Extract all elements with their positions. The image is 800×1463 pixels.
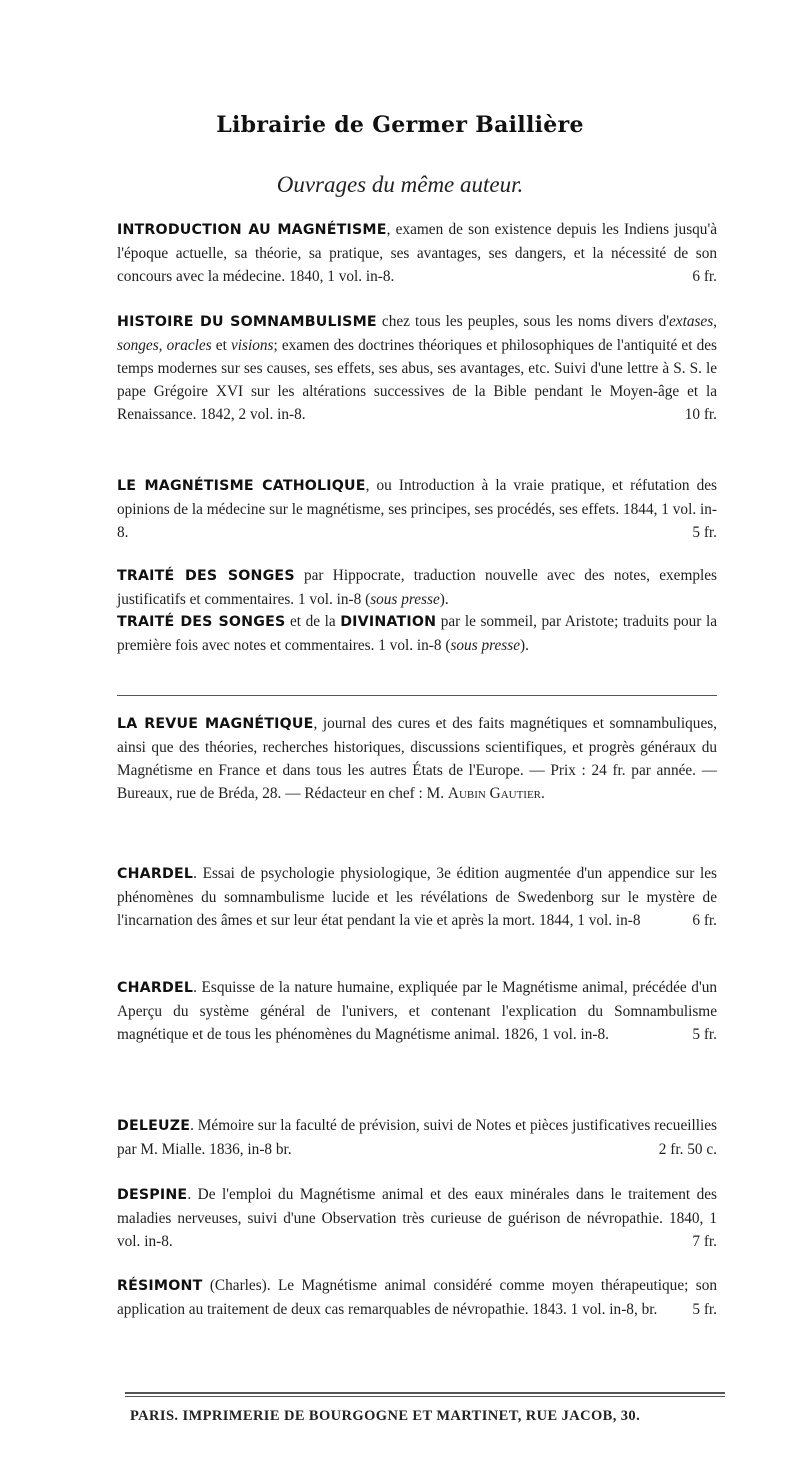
section-divider (117, 695, 717, 696)
entry-title: RÉSIMONT (117, 1278, 203, 1294)
catalogue-entry (117, 474, 717, 544)
entry-price: 6 fr. (692, 912, 717, 929)
catalogue-entry (117, 712, 717, 805)
entry-text-italic: sous presse (450, 637, 520, 654)
entry-text: et de la (285, 613, 341, 630)
entry-price: 10 fr. (684, 406, 717, 423)
entry-text: . Mémoire sur la faculté de prévision, suivi de Notes et pièces justificatives recueillies par M. Mialle. 1836, in-8 br. (117, 1117, 717, 1158)
catalogue-entry (117, 310, 717, 426)
entry-text-italic: visions (230, 337, 274, 354)
entry-author: Aubin Gautier (447, 785, 542, 802)
entry-text: . De l'emploi du Magnétisme animal et des eaux minérales dans le traitement des maladies nerveuses, suivi d'une Observation très curieuse de guérison de névropathie. 1840, 1 vol. in-8. (117, 1186, 717, 1250)
entry-price: 2 fr. 50 c. (658, 1141, 717, 1158)
entry-text-italic: sous presse (370, 591, 440, 608)
entry-title: DELEUZE (117, 1118, 191, 1134)
catalogue-entry (117, 1114, 717, 1161)
entry-title: TRAITÉ DES SONGES (117, 568, 295, 584)
entry-text: chez tous les peuples, sous les noms divers d' (376, 313, 669, 330)
footer-rule (125, 1396, 725, 1397)
entry-price: 7 fr. (692, 1233, 717, 1250)
publisher-header: Librairie de Germer Baillière (216, 112, 584, 138)
entry-title: DESPINE (117, 1187, 188, 1203)
entry-text: . Esquisse de la nature humaine, expliquée par le Magnétisme animal, précédée d'un Aperçu du système général de l'univers, et contenant l'explication du Somnambulisme magnétique et de tous les phénomènes du Magnétisme animal. 1826, 1 vol. in-8. (117, 979, 717, 1043)
entry-text: ). (520, 637, 529, 654)
printer-imprint: PARIS. IMPRIMERIE DE BOURGOGNE ET MARTINET, RUE JACOB, 30. (130, 1408, 641, 1424)
entry-text: , examen de son existence depuis les Indiens jusqu'à l'époque actuelle, sa théorie, sa pratique, ses avantages, ses dangers, et la nécessité de son concours avec la médecine. 1840, 1 vol. in-8. (117, 221, 717, 285)
footer-rule (125, 1392, 725, 1394)
entry-price: 6 fr. (692, 268, 717, 285)
catalogue-entry (117, 862, 717, 932)
entry-title: HISTOIRE DU SOMNAMBULISME (117, 314, 377, 330)
catalogue-entry (117, 1274, 717, 1321)
entry-text: , ou Introduction à la vraie pratique, et réfutation des opinions de la médecine sur le magnétisme, ses principes, ses procédés, ses effets. 1844, 1 vol. in-8. (117, 477, 717, 541)
catalogue-entry (117, 1183, 717, 1253)
entry-text: ). (439, 591, 449, 608)
entry-text: . (541, 785, 545, 802)
entry-title: LA REVUE MAGNÉTIQUE (117, 716, 314, 732)
entry-title: TRAITÉ DES SONGES (117, 614, 286, 630)
entry-title: CHARDEL (117, 866, 194, 882)
entry-text: et (211, 337, 231, 354)
section-subtitle: Ouvrages du même auteur. (276, 172, 524, 197)
catalogue-entry (117, 218, 717, 288)
entry-title: INTRODUCTION AU MAGNÉTISME (117, 222, 387, 238)
entry-title: LE MAGNÉTISME CATHOLIQUE (117, 478, 366, 494)
entry-title: DIVINATION (340, 614, 437, 630)
entry-text: (Charles). Le Magnétisme animal considéré comme moyen thérapeutique; son application au traitement de deux cas remarquables de névropathie. 1843. 1 vol. in-8, br. (117, 1277, 717, 1318)
entry-price: 5 fr. (692, 1026, 717, 1043)
entry-text: . Essai de psychologie physiologique, 3e édition augmentée d'un appendice sur les phénomènes du somnambulisme lucide et les révélations de Swedenborg sur le mystère de l'incarnation des âmes et sur leur état pendant la vie et après la mort. 1844, 1 vol. in-8 (117, 865, 717, 929)
catalogue-entry (117, 976, 717, 1046)
entry-text: ; examen des doctrines théoriques et philosophiques de l'antiquité et des temps modernes sur ses causes, ses effets, ses abus, ses avantages, etc. Suivi d'une lettre à S. S. le pape Grégoire XVI sur les altérations successives de la Bible pendant le Moyen-âge et la Renaissance. 1842, 2 vol. in-8. (117, 337, 717, 423)
entry-text-italic: extases, songes, oracles (117, 313, 717, 354)
entry-title: CHARDEL (117, 980, 194, 996)
catalogue-entry (117, 564, 717, 611)
entry-price: 5 fr. (692, 1301, 717, 1318)
entry-text: par Hippocrate, traduction nouvelle avec des notes, exemples justificatifs et commentaires. 1 vol. in-8 ( (117, 567, 717, 608)
entry-text: par le sommeil, par Aristote; traduits pour la première fois avec notes et commentaires. 1 vol. in-8 ( (117, 613, 717, 654)
entry-text: , journal des cures et des faits magnétiques et somnambuliques, ainsi que des théories, recherches historiques, discussions scientifiques, et progrès généraux du Magnétisme en France et dans tous les autres États de l'Europe. — Prix : 24 fr. par année. — Bureaux, rue de Bréda, 28. — Rédacteur en chef : M. (117, 715, 718, 802)
entry-price: 5 fr. (692, 524, 717, 541)
catalogue-entry (117, 610, 717, 657)
